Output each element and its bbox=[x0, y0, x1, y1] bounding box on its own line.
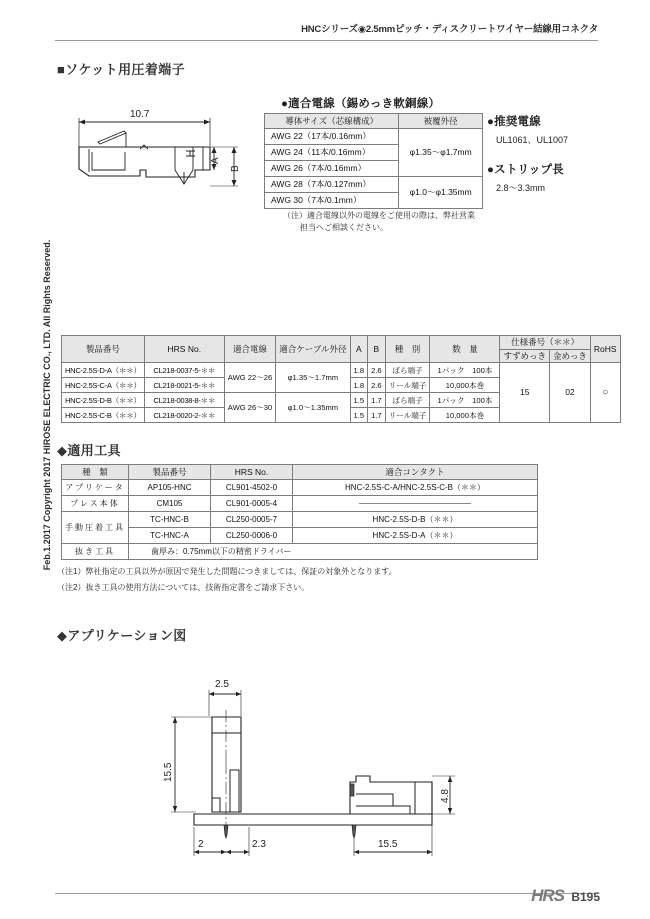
application-drawing bbox=[160, 672, 500, 872]
cell-qty: 1パック 100本 bbox=[430, 363, 500, 378]
wire-dia: φ1.0～φ1.35mm bbox=[399, 177, 483, 209]
tool-part-no: TC-HNC-A bbox=[129, 528, 211, 544]
cell-hrs-no: CL218-0020-2-＊＊ bbox=[144, 408, 224, 423]
tool-contact: HNC-2.5S-D-B（＊＊） bbox=[293, 512, 538, 528]
tool-extraction-note: 歯厚み：0.75mm以下の精密ドライバー bbox=[129, 544, 538, 560]
contact-dim-a: A bbox=[210, 157, 221, 164]
tool-contact: HNC-2.5S-D-A（＊＊） bbox=[293, 528, 538, 544]
table-header-row bbox=[62, 336, 621, 350]
recommended-wire-value: UL1061、UL1007 bbox=[496, 135, 569, 145]
product-table bbox=[61, 335, 621, 423]
tool-col-kind: 種 類 bbox=[62, 465, 129, 480]
empty-dash bbox=[359, 503, 471, 504]
tool-hrs-no: CL901-4502-0 bbox=[211, 480, 293, 496]
tool-hrs-no: CL901-0005-4 bbox=[211, 496, 293, 512]
col-spec-group: 仕様番号（＊＊） bbox=[500, 336, 590, 350]
col-rohs: RoHS bbox=[590, 336, 620, 363]
table-row bbox=[62, 512, 538, 528]
cell-spec-gold: 02 bbox=[549, 363, 590, 423]
header-divider bbox=[55, 40, 598, 41]
table-row bbox=[62, 363, 621, 378]
app-dim-bottom-mid: 2.3 bbox=[252, 839, 266, 850]
col-a: A bbox=[350, 336, 368, 363]
wire-note-line2: 担当へご相談ください。 bbox=[300, 223, 388, 232]
strip-length-heading: ●ストリップ長 bbox=[487, 164, 564, 176]
cell-kind: リール端子 bbox=[385, 408, 430, 423]
wire-size: AWG 28（7本/0.127mm） bbox=[265, 177, 399, 193]
contact-drawing bbox=[62, 96, 252, 206]
tool-kind: 抜き工具 bbox=[62, 544, 129, 560]
table-row bbox=[62, 528, 538, 544]
app-dim-left-height: 15.5 bbox=[163, 762, 174, 782]
wire-size: AWG 24（11本/0.16mm） bbox=[265, 145, 399, 161]
cell-qty: 10,000本巻 bbox=[430, 378, 500, 393]
tool-part-no: AP105-HNC bbox=[129, 480, 211, 496]
table-row bbox=[265, 129, 483, 145]
cell-b: 1.7 bbox=[368, 408, 386, 423]
tool-note-1: （注1）弊社指定の工具以外が原因で発生した問題につきましては、保証の対象外となります。 bbox=[57, 567, 397, 576]
col-wire: 適合電線 bbox=[224, 336, 275, 363]
col-spec-gold: 金めっき bbox=[549, 349, 590, 363]
cell-b: 1.7 bbox=[368, 393, 386, 408]
table-header-row bbox=[265, 114, 483, 129]
tool-contact: HNC-2.5S-C-A/HNC-2.5S-C-B（＊＊） bbox=[293, 480, 538, 496]
cell-hrs-no: CL218-0038-8-＊＊ bbox=[144, 393, 224, 408]
wire-dia: φ1.35～φ1.7mm bbox=[399, 129, 483, 177]
table-row bbox=[62, 496, 538, 512]
col-hrs-no: HRS No. bbox=[144, 336, 224, 363]
cell-kind: リール端子 bbox=[385, 378, 430, 393]
tool-kind: アプリケータ bbox=[62, 480, 129, 496]
recommended-wire-heading: ●推奨電線 bbox=[487, 116, 541, 128]
wire-size: AWG 26（7本/0.16mm） bbox=[265, 161, 399, 177]
cell-b: 2.6 bbox=[368, 363, 386, 378]
cell-qty: 1パック 100本 bbox=[430, 393, 500, 408]
col-qty: 数 量 bbox=[430, 336, 500, 363]
applicable-wire-table bbox=[264, 113, 483, 209]
page-header-title: HNCシリーズ◉2.5mmピッチ・ディスクリートワイヤー結線用コネクタ bbox=[301, 24, 598, 35]
tool-part-no: TC-HNC-B bbox=[129, 512, 211, 528]
tool-col-contact: 適合コンタクト bbox=[293, 465, 538, 480]
tool-hrs-no: CL250-0005-7 bbox=[211, 512, 293, 528]
app-dim-bottom-left: 2 bbox=[198, 839, 204, 850]
cell-wire: AWG 26～30 bbox=[224, 393, 275, 423]
cell-kind: ばら端子 bbox=[385, 393, 430, 408]
wire-table-heading: ●適合電線（錫めっき軟銅線） bbox=[281, 98, 441, 110]
cell-b: 2.6 bbox=[368, 378, 386, 393]
tool-part-no: CM105 bbox=[129, 496, 211, 512]
tool-kind: プレス本体 bbox=[62, 496, 129, 512]
cell-part-no: HNC-2.5S-C-A（＊＊） bbox=[62, 378, 145, 393]
table-row bbox=[265, 177, 483, 193]
cell-qty: 10,000本巻 bbox=[430, 408, 500, 423]
cell-a: 1.5 bbox=[350, 393, 368, 408]
tool-hrs-no: CL250-0006-0 bbox=[211, 528, 293, 544]
app-dim-right-height: 4.8 bbox=[440, 789, 451, 803]
cell-cable-dia: φ1.35～1.7mm bbox=[276, 363, 350, 393]
strip-length-value: 2.8～3.3mm bbox=[496, 183, 546, 193]
section-heading-applicable-tools: ◆適用工具 bbox=[57, 443, 121, 458]
cell-a: 1.8 bbox=[350, 363, 368, 378]
cell-part-no: HNC-2.5S-D-B（＊＊） bbox=[62, 393, 145, 408]
footer-divider bbox=[55, 893, 598, 894]
cell-spec-tin: 15 bbox=[500, 363, 550, 423]
cell-wire: AWG 22～26 bbox=[224, 363, 275, 393]
col-kind: 種 別 bbox=[385, 336, 430, 363]
app-dim-top-width: 2.5 bbox=[215, 679, 229, 690]
col-cable-dia: 適合ケーブル外径 bbox=[276, 336, 350, 363]
page-number: B195 bbox=[571, 890, 600, 904]
cell-a: 1.8 bbox=[350, 378, 368, 393]
cell-hrs-no: CL218-0037-5-＊＊ bbox=[144, 363, 224, 378]
wire-size: AWG 22（17本/0.16mm） bbox=[265, 129, 399, 145]
wire-col-dia: 被覆外径 bbox=[399, 114, 483, 129]
wire-size: AWG 30（7本/0.1mm） bbox=[265, 193, 399, 209]
tool-kind: 手動圧着工具 bbox=[62, 512, 129, 544]
table-header-row bbox=[62, 465, 538, 480]
hrs-logo: HRS bbox=[531, 886, 564, 905]
table-row bbox=[62, 544, 538, 560]
cell-part-no: HNC-2.5S-C-B（＊＊） bbox=[62, 408, 145, 423]
cell-kind: ばら端子 bbox=[385, 363, 430, 378]
col-b: B bbox=[368, 336, 386, 363]
tool-contact-empty bbox=[293, 496, 538, 512]
cell-cable-dia: φ1.0～1.35mm bbox=[276, 393, 350, 423]
section-heading-socket-contact: ■ソケット用圧着端子 bbox=[57, 62, 186, 77]
contact-dim-b: B bbox=[230, 165, 241, 172]
cell-rohs: ○ bbox=[590, 363, 620, 423]
cell-a: 1.5 bbox=[350, 408, 368, 423]
section-heading-application-drawing: ◆アプリケーション図 bbox=[57, 628, 187, 643]
table-row bbox=[62, 480, 538, 496]
tool-note-2: （注2）抜き工具の使用方法については、技術指定書をご請求下さい。 bbox=[57, 583, 310, 592]
wire-col-size: 導体サイズ（芯線構成） bbox=[265, 114, 399, 129]
applicable-tools-table bbox=[61, 464, 538, 560]
cell-part-no: HNC-2.5S-D-A（＊＊） bbox=[62, 363, 145, 378]
copyright-notice: Feb.1.2017 Copyright 2017 HIROSE ELECTRIC CO., LTD. All Rights Reserved. bbox=[42, 239, 52, 571]
wire-note-line1: （注）適合電線以外の電線をご使用の際は、弊社営業 bbox=[283, 211, 475, 220]
contact-dim-width: 10.7 bbox=[130, 109, 150, 120]
tool-col-hrs-no: HRS No. bbox=[211, 465, 293, 480]
app-dim-bottom-right: 15.5 bbox=[378, 839, 398, 850]
col-spec-tin: すずめっき bbox=[500, 349, 550, 363]
cell-hrs-no: CL218-0021-5-＊＊ bbox=[144, 378, 224, 393]
col-part-no: 製品番号 bbox=[62, 336, 145, 363]
tool-col-part-no: 製品番号 bbox=[129, 465, 211, 480]
